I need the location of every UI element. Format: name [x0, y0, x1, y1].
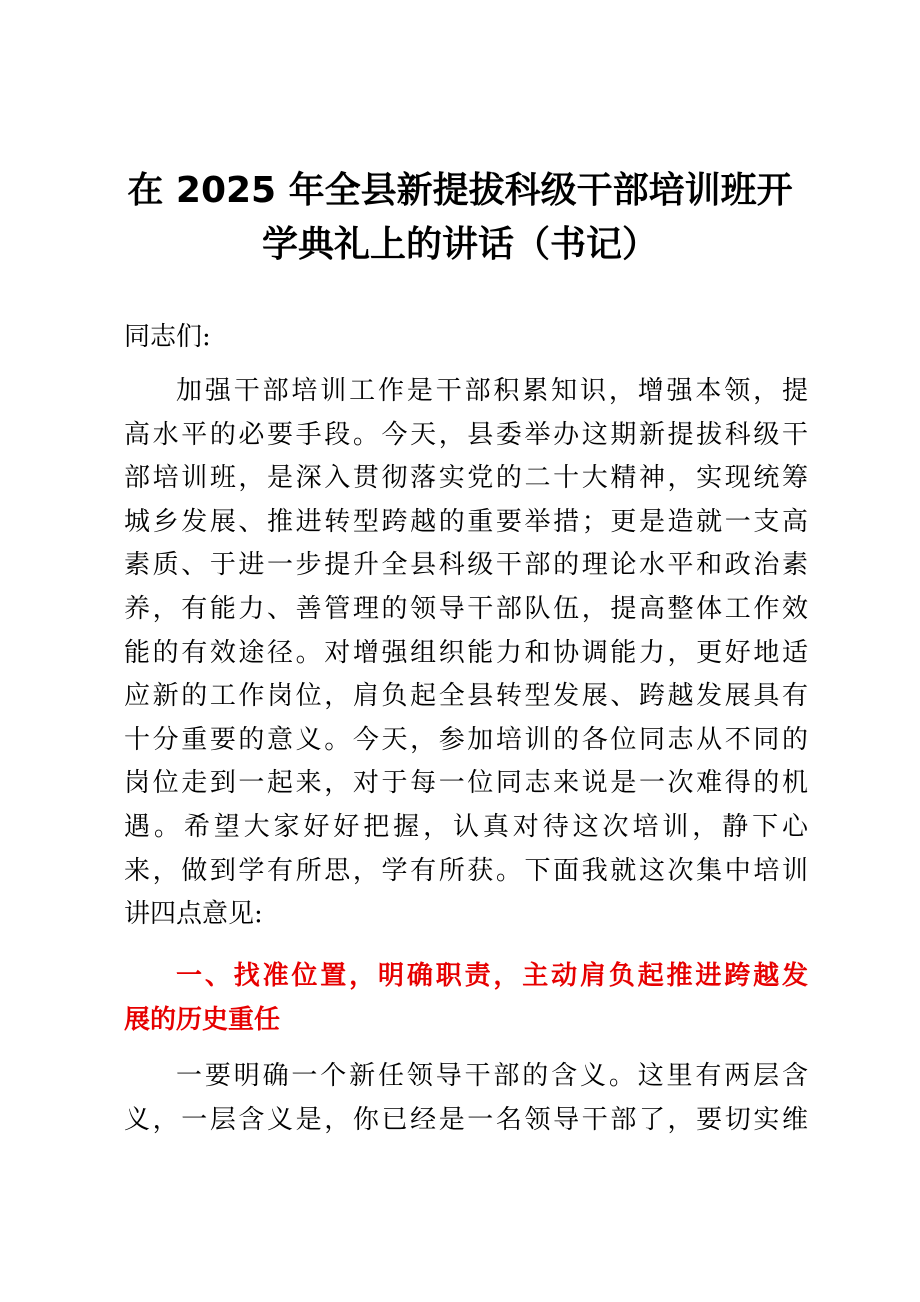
- text-line: 遇。希望大家好好把握，认真对待这次培训，静下心: [124, 811, 808, 842]
- title-line-2: 学典礼上的讲话（书记）: [261, 224, 658, 265]
- section-heading-1: [124, 954, 808, 1042]
- text-line: 城乡发展、推进转型跨越的重要举措；更是造就一支高: [124, 506, 808, 537]
- text-line: 岗位走到一起来，对于每一位同志来说是一次难得的机: [124, 768, 808, 799]
- text-line: 义，一层含义是，你已经是一名领导干部了，要切实维: [124, 1104, 808, 1135]
- text-line: 素质、于进一步提升全县科级干部的理论水平和政治素: [124, 550, 808, 581]
- text-line: 能的有效途径。对增强组织能力和协调能力，更好地适: [124, 637, 808, 668]
- text-line: 高水平的必要手段。今天，县委举办这期新提拔科级干: [124, 419, 808, 450]
- heading-line: 展的历史重任: [124, 1005, 281, 1035]
- text-line: 一要明确一个新任领导干部的含义。这里有两层含: [176, 1061, 808, 1091]
- text-line: 养，有能力、善管理的领导干部队伍，提高整体工作效: [124, 593, 808, 624]
- text-line: 加强干部培训工作是干部积累知识，增强本领，提: [176, 376, 808, 406]
- text-line: 来，做到学有所思，学有所获。下面我就这次集中培训: [124, 855, 808, 886]
- text-line: 部培训班，是深入贯彻落实党的二十大精神，实现统筹: [124, 463, 808, 494]
- text-line: 讲四点意见:: [124, 899, 263, 930]
- title-line-1: 在 2025 年全县新提拔科级干部培训班开: [127, 170, 793, 211]
- salutation: 同志们:: [124, 322, 211, 352]
- heading-line: 一、找准位置，明确职责，主动肩负起推进跨越发: [176, 961, 808, 991]
- text-line: 应新的工作岗位，肩负起全县转型发展、跨越发展具有: [124, 681, 808, 712]
- paragraph-intro: [124, 370, 808, 937]
- document-title: [100, 164, 820, 272]
- paragraph-section-1: [124, 1055, 808, 1142]
- text-line: 十分重要的意义。今天，参加培训的各位同志从不同的: [124, 724, 808, 755]
